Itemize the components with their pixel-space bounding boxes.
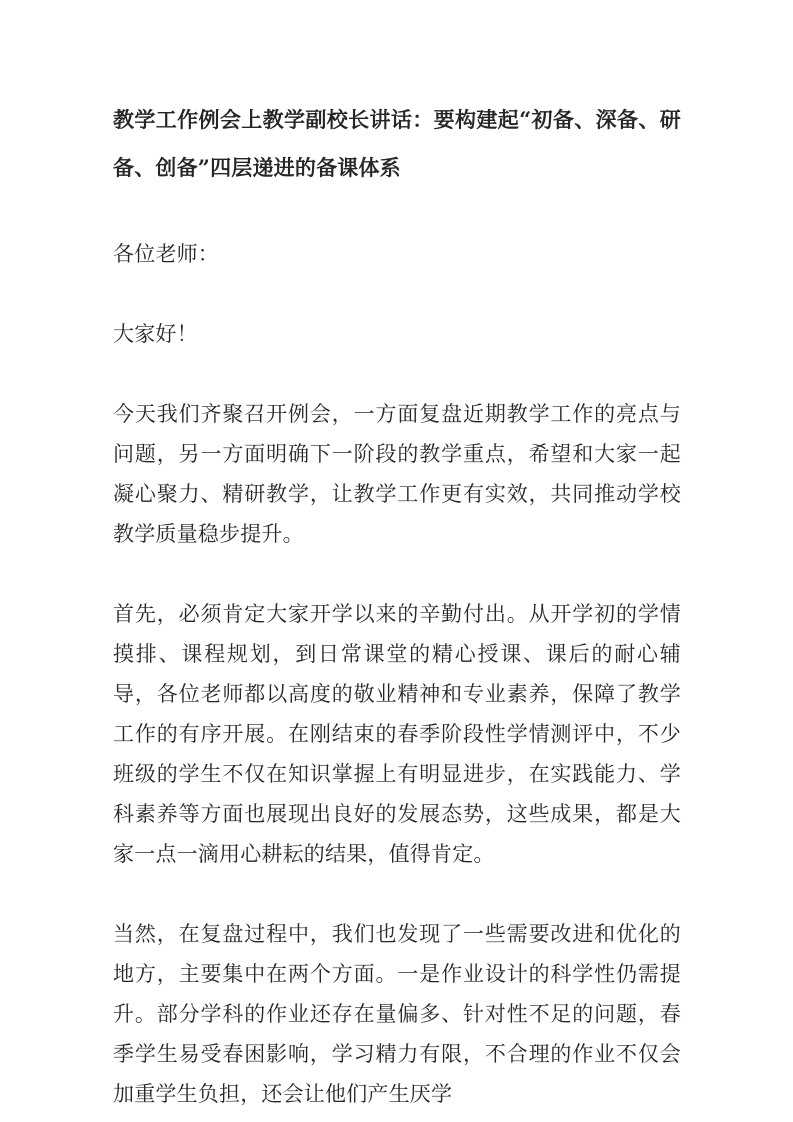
body-paragraph-2: 首先，必须肯定大家开学以来的辛勤付出。从开学初的学情摸排、课程规划，到日常课堂的精心授课、课后的耐心辅导，各位老师都以高度的敬业精神和专业素养，保障了教学工作的有序开展。在刚结束的春季阶段性学情测评中，不少班级的学生不仅在知识掌握上有明显进步，在实践能力、学科素养等方面也展现出良好的发展态势，这些成果，都是大家一点一滴用心耕耘的结果，值得肯定。 bbox=[113, 602, 681, 866]
spacer-after-paragraph-2 bbox=[113, 874, 681, 914]
spacer-after-salutation bbox=[113, 274, 681, 314]
body-paragraph-1: 今天我们齐聚召开例会，一方面复盘近期教学工作的亮点与问题，另一方面明确下一阶段的教学重点，希望和大家一起凝心聚力、精研教学，让教学工作更有实效，共同推动学校教学质量稳步提升。 bbox=[113, 402, 681, 546]
document-text-body bbox=[113, 96, 681, 1114]
spacer-after-greeting bbox=[113, 354, 681, 394]
body-paragraph-3: 当然，在复盘过程中，我们也发现了一些需要改进和优化的地方，主要集中在两个方面。一是作业设计的科学性仍需提升。部分学科的作业还存在量偏多、针对性不足的问题，春季学生易受春困影响，学习精力有限，不合理的作业不仅会加重学生负担，还会让他们产生厌学 bbox=[113, 922, 681, 1106]
salutation-line: 各位老师： bbox=[113, 242, 219, 266]
spacer-after-paragraph-1 bbox=[113, 554, 681, 594]
spacer-after-title bbox=[113, 192, 681, 234]
document-title: 教学工作例会上教学副校长讲话：要构建起“初备、深备、研备、创备”四层递进的备课体系 bbox=[113, 107, 681, 180]
greeting-line: 大家好！ bbox=[113, 322, 198, 346]
